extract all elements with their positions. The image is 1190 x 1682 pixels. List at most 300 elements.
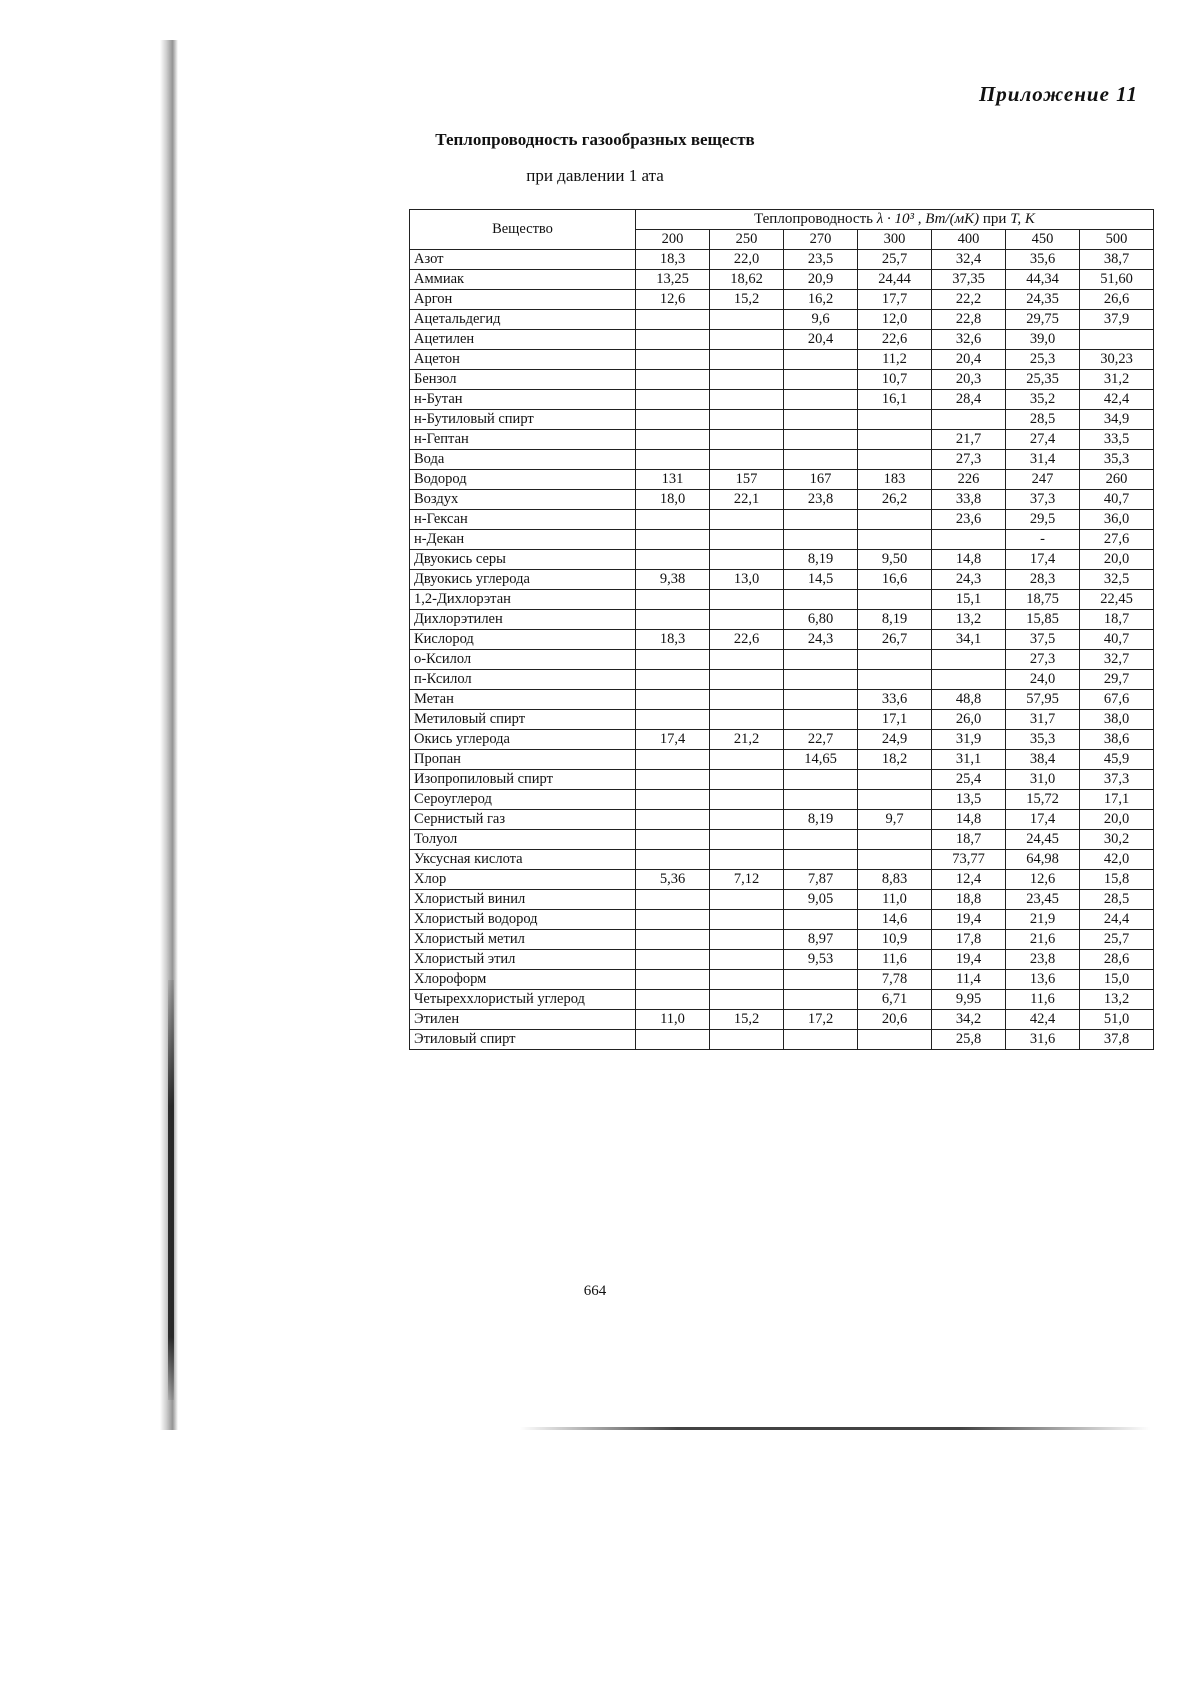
value-cell: 18,2 — [858, 750, 932, 770]
value-cell: 32,6 — [932, 330, 1006, 350]
value-cell: 18,7 — [932, 830, 1006, 850]
substance-cell: Двуокись серы — [410, 550, 636, 570]
table-subtitle: при давлении 1 ата — [526, 166, 664, 185]
value-cell — [710, 330, 784, 350]
value-cell: 28,5 — [1080, 890, 1154, 910]
value-cell: 15,72 — [1006, 790, 1080, 810]
table-row — [410, 810, 1154, 830]
value-cell — [636, 950, 710, 970]
table-row — [410, 710, 1154, 730]
value-cell: 13,2 — [1080, 990, 1154, 1010]
value-cell: 24,35 — [1006, 290, 1080, 310]
substance-cell: Аммиак — [410, 270, 636, 290]
value-cell: 5,36 — [636, 870, 710, 890]
conductivity-group-header — [636, 210, 1154, 230]
scan-edge-shadow-dark — [168, 980, 174, 1400]
value-cell: 42,0 — [1080, 850, 1154, 870]
value-cell — [636, 390, 710, 410]
substance-cell: н-Гексан — [410, 510, 636, 530]
value-cell: 32,4 — [932, 250, 1006, 270]
value-cell: 15,2 — [710, 1010, 784, 1030]
value-cell: 26,0 — [932, 710, 1006, 730]
value-cell: 24,9 — [858, 730, 932, 750]
table-row — [410, 930, 1154, 950]
table-row — [410, 530, 1154, 550]
value-cell: 34,1 — [932, 630, 1006, 650]
value-cell: 13,2 — [932, 610, 1006, 630]
value-cell — [784, 830, 858, 850]
table-row — [410, 770, 1154, 790]
table-row — [410, 970, 1154, 990]
table-row — [410, 270, 1154, 290]
substance-cell: Аргон — [410, 290, 636, 310]
value-cell: 26,6 — [1080, 290, 1154, 310]
value-cell: 19,4 — [932, 910, 1006, 930]
value-cell — [636, 430, 710, 450]
value-cell: 44,34 — [1006, 270, 1080, 290]
value-cell: 11,2 — [858, 350, 932, 370]
value-cell: 22,7 — [784, 730, 858, 750]
table-row — [410, 690, 1154, 710]
value-cell: 9,53 — [784, 950, 858, 970]
value-cell: 24,4 — [1080, 910, 1154, 930]
value-cell: 15,0 — [1080, 970, 1154, 990]
table-row — [410, 830, 1154, 850]
value-cell: 14,6 — [858, 910, 932, 930]
value-cell: 10,9 — [858, 930, 932, 950]
value-cell — [636, 370, 710, 390]
value-cell — [784, 710, 858, 730]
table-row — [410, 1030, 1154, 1050]
value-cell — [710, 610, 784, 630]
value-cell: 64,98 — [1006, 850, 1080, 870]
value-cell: 131 — [636, 470, 710, 490]
substance-cell: Сероуглерод — [410, 790, 636, 810]
table-row — [410, 290, 1154, 310]
value-cell: 33,8 — [932, 490, 1006, 510]
substance-cell: п-Ксилол — [410, 670, 636, 690]
value-cell: 14,8 — [932, 810, 1006, 830]
value-cell: 31,6 — [1006, 1030, 1080, 1050]
table-row — [410, 670, 1154, 690]
value-cell: 23,8 — [1006, 950, 1080, 970]
value-cell: 25,35 — [1006, 370, 1080, 390]
value-cell — [636, 410, 710, 430]
value-cell — [636, 1030, 710, 1050]
value-cell: 247 — [1006, 470, 1080, 490]
table-container — [409, 209, 1154, 1050]
value-cell: 26,2 — [858, 490, 932, 510]
value-cell — [710, 950, 784, 970]
value-cell: 21,6 — [1006, 930, 1080, 950]
value-cell: 226 — [932, 470, 1006, 490]
value-cell: - — [1006, 530, 1080, 550]
page-number: 664 — [583, 1283, 607, 1299]
value-cell: 40,7 — [1080, 630, 1154, 650]
value-cell: 35,2 — [1006, 390, 1080, 410]
value-cell — [636, 650, 710, 670]
value-cell: 37,5 — [1006, 630, 1080, 650]
value-cell: 7,12 — [710, 870, 784, 890]
substance-cell: Хлористый винил — [410, 890, 636, 910]
table-row — [410, 750, 1154, 770]
value-cell: 31,1 — [932, 750, 1006, 770]
value-cell: 20,0 — [1080, 550, 1154, 570]
value-cell: 17,1 — [858, 710, 932, 730]
table-row — [410, 550, 1154, 570]
value-cell: 33,5 — [1080, 430, 1154, 450]
value-cell: 8,19 — [784, 550, 858, 570]
value-cell — [858, 770, 932, 790]
substance-cell: Ацетон — [410, 350, 636, 370]
value-cell: 35,3 — [1080, 450, 1154, 470]
temperature-header: 500 — [1080, 230, 1154, 250]
value-cell: 40,7 — [1080, 490, 1154, 510]
value-cell: 30,2 — [1080, 830, 1154, 850]
table-row — [410, 650, 1154, 670]
value-cell: 9,50 — [858, 550, 932, 570]
value-cell: 12,6 — [1006, 870, 1080, 890]
value-cell: 20,4 — [932, 350, 1006, 370]
value-cell — [710, 410, 784, 430]
value-cell: 38,4 — [1006, 750, 1080, 770]
value-cell: 9,05 — [784, 890, 858, 910]
value-cell: 14,5 — [784, 570, 858, 590]
value-cell: 12,0 — [858, 310, 932, 330]
value-cell: 29,7 — [1080, 670, 1154, 690]
value-cell: 15,2 — [710, 290, 784, 310]
value-cell: 22,6 — [710, 630, 784, 650]
table-row — [410, 1010, 1154, 1030]
table-row — [410, 250, 1154, 270]
value-cell — [636, 990, 710, 1010]
substance-cell: Хлористый этил — [410, 950, 636, 970]
value-cell: 42,4 — [1080, 390, 1154, 410]
value-cell: 18,75 — [1006, 590, 1080, 610]
value-cell — [858, 830, 932, 850]
table-row — [410, 910, 1154, 930]
substance-cell: Хлор — [410, 870, 636, 890]
value-cell: 22,45 — [1080, 590, 1154, 610]
value-cell — [636, 330, 710, 350]
value-cell: 22,2 — [932, 290, 1006, 310]
value-cell — [784, 850, 858, 870]
value-cell — [858, 430, 932, 450]
value-cell: 51,60 — [1080, 270, 1154, 290]
temperature-header: 450 — [1006, 230, 1080, 250]
substance-cell: н-Бутиловый спирт — [410, 410, 636, 430]
value-cell — [636, 970, 710, 990]
value-cell — [858, 1030, 932, 1050]
value-cell: 10,7 — [858, 370, 932, 390]
value-cell: 28,5 — [1006, 410, 1080, 430]
value-cell: 25,3 — [1006, 350, 1080, 370]
value-cell — [636, 310, 710, 330]
value-cell: 28,4 — [932, 390, 1006, 410]
substance-cell: о-Ксилол — [410, 650, 636, 670]
value-cell: 17,7 — [858, 290, 932, 310]
value-cell: 9,6 — [784, 310, 858, 330]
value-cell: 24,0 — [1006, 670, 1080, 690]
value-cell — [784, 1030, 858, 1050]
value-cell — [636, 510, 710, 530]
value-cell: 14,65 — [784, 750, 858, 770]
value-cell — [784, 910, 858, 930]
value-cell — [784, 410, 858, 430]
value-cell: 20,6 — [858, 1010, 932, 1030]
value-cell: 17,8 — [932, 930, 1006, 950]
value-cell: 24,44 — [858, 270, 932, 290]
value-cell: 24,3 — [784, 630, 858, 650]
substance-cell: Сернистый газ — [410, 810, 636, 830]
value-cell: 31,0 — [1006, 770, 1080, 790]
value-cell: 37,8 — [1080, 1030, 1154, 1050]
substance-header: Вещество — [410, 210, 636, 250]
value-cell: 37,3 — [1006, 490, 1080, 510]
value-cell: 13,5 — [932, 790, 1006, 810]
value-cell: 8,97 — [784, 930, 858, 950]
table-title: Теплопроводность газообразных веществ — [435, 130, 755, 149]
table-row — [410, 630, 1154, 650]
value-cell: 11,4 — [932, 970, 1006, 990]
substance-cell: Бензол — [410, 370, 636, 390]
table-row — [410, 990, 1154, 1010]
value-cell: 25,4 — [932, 770, 1006, 790]
value-cell: 13,0 — [710, 570, 784, 590]
table-row — [410, 730, 1154, 750]
value-cell: 24,3 — [932, 570, 1006, 590]
value-cell — [932, 650, 1006, 670]
value-cell — [710, 810, 784, 830]
value-cell: 11,6 — [1006, 990, 1080, 1010]
value-cell: 29,5 — [1006, 510, 1080, 530]
value-cell — [710, 510, 784, 530]
value-cell — [710, 990, 784, 1010]
value-cell — [710, 890, 784, 910]
value-cell: 37,9 — [1080, 310, 1154, 330]
value-cell — [636, 450, 710, 470]
value-cell: 34,9 — [1080, 410, 1154, 430]
value-cell: 35,3 — [1006, 730, 1080, 750]
value-cell — [636, 770, 710, 790]
value-cell: 16,6 — [858, 570, 932, 590]
substance-cell: Толуол — [410, 830, 636, 850]
value-cell — [710, 770, 784, 790]
table-row — [410, 890, 1154, 910]
substance-cell: Воздух — [410, 490, 636, 510]
value-cell — [784, 770, 858, 790]
value-cell: 18,3 — [636, 630, 710, 650]
value-cell — [710, 430, 784, 450]
value-cell — [858, 590, 932, 610]
value-cell: 6,80 — [784, 610, 858, 630]
value-cell: 15,8 — [1080, 870, 1154, 890]
value-cell: 15,1 — [932, 590, 1006, 610]
value-cell: 183 — [858, 470, 932, 490]
value-cell — [784, 450, 858, 470]
value-cell — [636, 790, 710, 810]
table-row — [410, 370, 1154, 390]
value-cell — [784, 430, 858, 450]
value-cell: 73,77 — [932, 850, 1006, 870]
value-cell: 22,0 — [710, 250, 784, 270]
value-cell — [858, 850, 932, 870]
value-cell: 6,71 — [858, 990, 932, 1010]
value-cell — [784, 790, 858, 810]
value-cell — [710, 710, 784, 730]
value-cell: 13,6 — [1006, 970, 1080, 990]
table-row — [410, 430, 1154, 450]
substance-cell: Уксусная кислота — [410, 850, 636, 870]
value-cell: 16,2 — [784, 290, 858, 310]
value-cell: 20,9 — [784, 270, 858, 290]
table-row — [410, 450, 1154, 470]
substance-cell: 1,2-Дихлорэтан — [410, 590, 636, 610]
value-cell: 37,3 — [1080, 770, 1154, 790]
value-cell: 35,6 — [1006, 250, 1080, 270]
value-cell: 39,0 — [1006, 330, 1080, 350]
table-row — [410, 510, 1154, 530]
value-cell: 29,75 — [1006, 310, 1080, 330]
value-cell: 34,2 — [932, 1010, 1006, 1030]
value-cell: 13,25 — [636, 270, 710, 290]
value-cell: 67,6 — [1080, 690, 1154, 710]
value-cell: 28,6 — [1080, 950, 1154, 970]
value-cell: 9,38 — [636, 570, 710, 590]
value-cell — [636, 750, 710, 770]
appendix-label: Приложение 11 — [978, 82, 1138, 106]
value-cell — [858, 670, 932, 690]
substance-cell: Изопропиловый спирт — [410, 770, 636, 790]
substance-cell: Этиловый спирт — [410, 1030, 636, 1050]
value-cell: 31,9 — [932, 730, 1006, 750]
value-cell: 20,0 — [1080, 810, 1154, 830]
value-cell: 11,6 — [858, 950, 932, 970]
value-cell — [784, 590, 858, 610]
table-row — [410, 350, 1154, 370]
value-cell: 17,4 — [1006, 550, 1080, 570]
value-cell: 31,4 — [1006, 450, 1080, 470]
value-cell: 38,6 — [1080, 730, 1154, 750]
value-cell: 20,4 — [784, 330, 858, 350]
value-cell: 18,8 — [932, 890, 1006, 910]
value-cell — [784, 510, 858, 530]
group-header-suffix: при — [982, 210, 1007, 227]
value-cell: 17,4 — [636, 730, 710, 750]
table-row — [410, 790, 1154, 810]
value-cell — [636, 690, 710, 710]
value-cell — [636, 610, 710, 630]
value-cell: 25,8 — [932, 1030, 1006, 1050]
value-cell: 27,4 — [1006, 430, 1080, 450]
value-cell — [784, 970, 858, 990]
substance-cell: Хлороформ — [410, 970, 636, 990]
value-cell — [710, 590, 784, 610]
value-cell — [636, 350, 710, 370]
value-cell: 7,87 — [784, 870, 858, 890]
substance-cell: Азот — [410, 250, 636, 270]
value-cell: 21,7 — [932, 430, 1006, 450]
value-cell — [784, 690, 858, 710]
value-cell — [636, 850, 710, 870]
value-cell: 57,95 — [1006, 690, 1080, 710]
value-cell — [636, 530, 710, 550]
substance-cell: Метан — [410, 690, 636, 710]
value-cell: 32,5 — [1080, 570, 1154, 590]
value-cell — [636, 710, 710, 730]
value-cell: 20,3 — [932, 370, 1006, 390]
table-row — [410, 870, 1154, 890]
temperature-header: 250 — [710, 230, 784, 250]
substance-cell: Ацетальдегид — [410, 310, 636, 330]
value-cell: 22,6 — [858, 330, 932, 350]
value-cell — [932, 670, 1006, 690]
value-cell — [858, 450, 932, 470]
value-cell — [636, 550, 710, 570]
temperature-header: 400 — [932, 230, 1006, 250]
value-cell: 28,3 — [1006, 570, 1080, 590]
value-cell — [784, 670, 858, 690]
value-cell — [858, 790, 932, 810]
value-cell — [710, 530, 784, 550]
substance-cell: Хлористый метил — [410, 930, 636, 950]
value-cell: 42,4 — [1006, 1010, 1080, 1030]
value-cell: 23,8 — [784, 490, 858, 510]
value-cell: 37,35 — [932, 270, 1006, 290]
value-cell — [710, 390, 784, 410]
value-cell: 19,4 — [932, 950, 1006, 970]
table-row — [410, 570, 1154, 590]
value-cell — [710, 650, 784, 670]
table-row — [410, 470, 1154, 490]
value-cell: 31,7 — [1006, 710, 1080, 730]
value-cell — [636, 890, 710, 910]
table-row — [410, 850, 1154, 870]
value-cell — [710, 790, 784, 810]
value-cell — [710, 830, 784, 850]
value-cell: 23,5 — [784, 250, 858, 270]
value-cell: 8,83 — [858, 870, 932, 890]
value-cell — [710, 910, 784, 930]
value-cell: 12,6 — [636, 290, 710, 310]
value-cell: 31,2 — [1080, 370, 1154, 390]
value-cell — [858, 530, 932, 550]
value-cell: 48,8 — [932, 690, 1006, 710]
value-cell — [710, 370, 784, 390]
value-cell: 36,0 — [1080, 510, 1154, 530]
value-cell — [710, 850, 784, 870]
substance-cell: Этилен — [410, 1010, 636, 1030]
value-cell — [784, 650, 858, 670]
value-cell — [636, 810, 710, 830]
group-header-prefix: Теплопроводность — [754, 210, 873, 227]
value-cell — [858, 510, 932, 530]
table-row — [410, 330, 1154, 350]
value-cell: 21,9 — [1006, 910, 1080, 930]
substance-cell: Кислород — [410, 630, 636, 650]
value-cell: 38,0 — [1080, 710, 1154, 730]
value-cell — [710, 1030, 784, 1050]
table-row — [410, 310, 1154, 330]
temperature-header: 270 — [784, 230, 858, 250]
value-cell: 24,45 — [1006, 830, 1080, 850]
value-cell — [636, 590, 710, 610]
value-cell: 11,0 — [636, 1010, 710, 1030]
temperature-header: 200 — [636, 230, 710, 250]
value-cell: 27,3 — [932, 450, 1006, 470]
value-cell — [710, 690, 784, 710]
table-row — [410, 610, 1154, 630]
